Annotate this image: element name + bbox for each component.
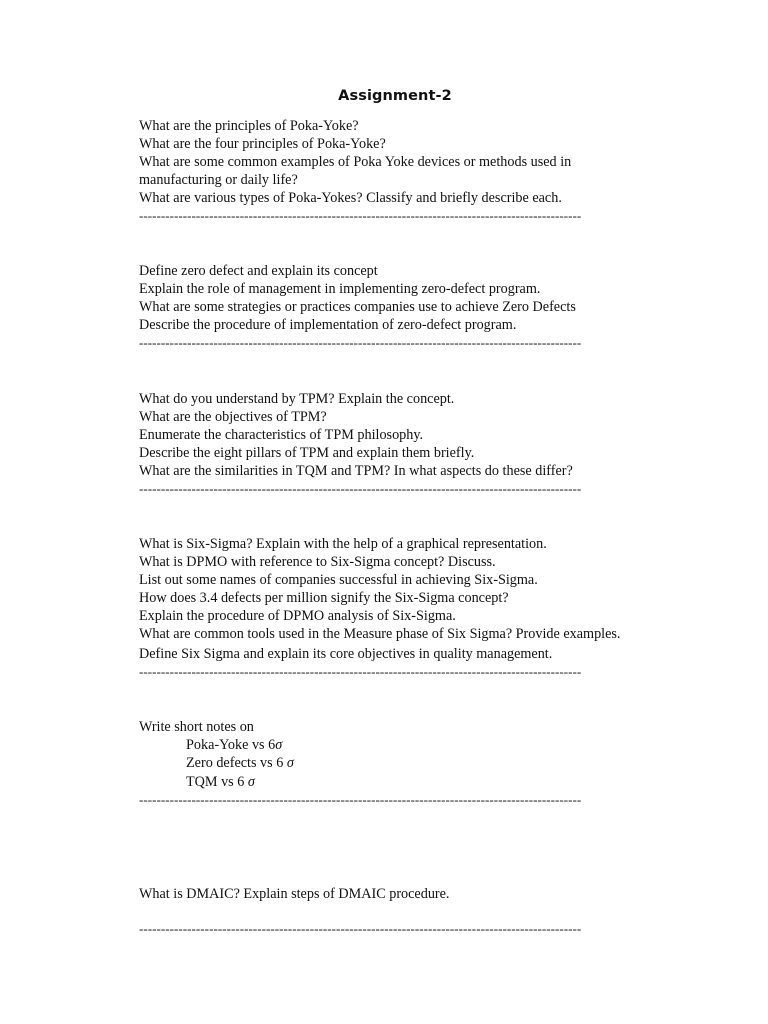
question-line: What are the objectives of TPM? [139,409,327,425]
question-line: What is DPMO with reference to Six-Sigma concept? Discuss. [139,554,496,570]
short-note-item [186,736,282,754]
question-line: What is Six-Sigma? Explain with the help of a graphical representation. [139,536,547,552]
question-line: What are various types of Poka-Yokes? Classify and briefly describe each. [139,190,562,206]
question-line: What is DMAIC? Explain steps of DMAIC procedure. [139,886,450,902]
question-line: What do you understand by TPM? Explain the concept. [139,391,455,407]
question-line: Describe the eight pillars of TPM and explain them briefly. [139,445,475,461]
short-note-text: Poka-Yoke vs 6 [186,737,276,753]
sigma-symbol: σ [275,737,283,753]
question-line: Define zero defect and explain its concept [139,263,378,279]
question-line: How does 3.4 defects per million signify the Six-Sigma concept? [139,590,509,606]
short-note-text: Zero defects vs 6 [186,755,287,771]
section-separator: ----------------------------------------------------------------------------------------------------- [139,336,582,350]
question-line: Define Six Sigma and explain its core objectives in quality management. [139,646,553,662]
sigma-symbol: σ [247,774,255,790]
sigma-symbol: σ [286,755,294,771]
section-separator: ----------------------------------------------------------------------------------------------------- [139,482,582,496]
short-note-item [186,773,255,791]
section-separator: ----------------------------------------------------------------------------------------------------- [139,665,582,679]
question-line: What are some strategies or practices companies use to achieve Zero Defects [139,299,576,315]
question-line: Enumerate the characteristics of TPM philosophy. [139,427,424,443]
question-line: Explain the procedure of DPMO analysis of Six-Sigma. [139,608,456,624]
question-line: Explain the role of management in implementing zero-defect program. [139,281,541,297]
section-separator: ----------------------------------------------------------------------------------------------------- [139,922,582,936]
section-separator: ----------------------------------------------------------------------------------------------------- [139,793,582,807]
short-note-item [186,754,294,772]
short-notes-heading: Write short notes on [139,719,254,735]
question-line: What are the principles of Poka-Yoke? [139,118,359,134]
question-line: manufacturing or daily life? [139,172,298,188]
section-separator: ----------------------------------------------------------------------------------------------------- [139,209,582,223]
question-line: Describe the procedure of implementation of zero-defect program. [139,317,517,333]
short-note-text: TQM vs 6 [186,774,248,790]
question-line: What are common tools used in the Measure phase of Six Sigma? Provide examples. [139,626,621,642]
question-line: What are the four principles of Poka-Yoke? [139,136,386,152]
question-line: List out some names of companies successful in achieving Six-Sigma. [139,572,538,588]
page-title: Assignment-2 [338,88,452,104]
question-line: What are some common examples of Poka Yoke devices or methods used in [139,154,572,170]
question-line: What are the similarities in TQM and TPM? In what aspects do these differ? [139,463,573,479]
